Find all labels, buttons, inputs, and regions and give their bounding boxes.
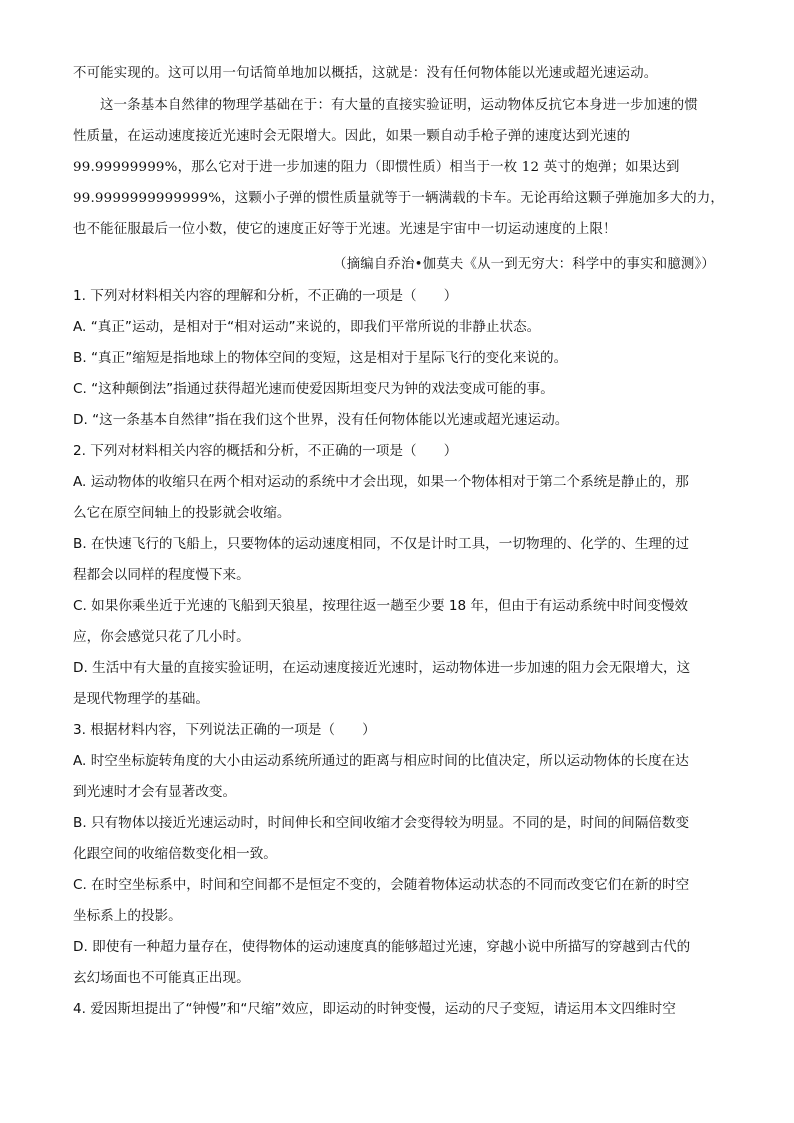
option-d: D. 即使有一种超力量存在，使得物体的运动速度真的能够超过光速，穿越小说中所描写的穿越到古代的 — [73, 939, 691, 955]
option-b: B. 在快速飞行的飞船上，只要物体的运动速度相同，不仅是计时工具，一切物理的、化学的、生理的过 — [73, 536, 690, 552]
question-2 — [73, 436, 723, 715]
question-stem: 4. 爱因斯坦提出了“钟慢”和“尺缩”效应，即运动的时钟变慢，运动的尺子变短，请运用本文四维时空 — [73, 1001, 676, 1017]
option-a-cont: 么它在原空间轴上的投影就会收缩。 — [73, 505, 291, 521]
option-d-cont: 玄幻场面也不可能真正出现。 — [73, 970, 250, 986]
question-stem: 3. 根据材料内容，下列说法正确的一项是（ ） — [73, 722, 376, 738]
passage-text: 性质量，在运动速度接近光速时会无限增大。因此，如果一颗自动手枪子弹的速度达到光速的 — [73, 129, 631, 144]
question-stem: 1. 下列对材料相关内容的理解和分析，不正确的一项是（ ） — [73, 288, 458, 304]
option-d: D. 生活中有大量的直接实验证明，在运动速度接近光速时，运动物体进一步加速的阻力会无限增大，这 — [73, 660, 691, 676]
option-a: A. “真正”运动，是相对于“相对运动”来说的，即我们平常所说的非静止状态。 — [73, 319, 541, 335]
option-a-cont: 到光速时才会有显著改变。 — [73, 784, 237, 800]
option-a: A. 运动物体的收缩只在两个相对运动的系统中才会出现，如果一个物体相对于第二个系统是静止的，那 — [73, 474, 689, 490]
question-1 — [73, 281, 723, 436]
option-c-cont: 应，你会感觉只花了几小时。 — [73, 629, 250, 645]
option-b: B. “真正”缩短是指地球上的物体空间的变短，这是相对于星际飞行的变化来说的。 — [73, 350, 568, 366]
option-a: A. 时空坐标旋转角度的大小由运动系统所通过的距离与相应时间的比值决定，所以运动物体的长度在达 — [73, 753, 689, 769]
passage-text: 99.9999999999999%，这颗小子弹的惯性质量就等于一辆满载的卡车。无论再给这颗子弹施加多大的力， — [73, 191, 725, 206]
passage-source: （摘编自乔治•伽莫夫《从一到无穷大：科学中的事实和臆测》） — [333, 257, 715, 272]
option-c: C. 在时空坐标系中，时间和空间都不是恒定不变的，会随着物体运动状态的不同而改变它们在新的时空 — [73, 877, 690, 893]
question-stem: 2. 下列对材料相关内容的概括和分析，不正确的一项是（ ） — [73, 443, 458, 459]
question-3 — [73, 715, 723, 994]
passage-text: 也不能征服最后一位小数，使它的速度正好等于光速。光速是宇宙中一切运动速度的上限！ — [73, 222, 617, 237]
option-c: C. 如果你乘坐近于光速的飞船到天狼星，按理往返一趟至少要 18 年，但由于有运动系统中时间变慢效 — [73, 598, 689, 614]
passage-text: 这一条基本自然律的物理学基础在于：有大量的直接实验证明，运动物体反抗它本身进一步加速的惯 — [100, 98, 698, 113]
passage-text: 99.99999999%，那么它对于进一步加速的阻力（即惯性质）相当于一枚 12 英寸的炮弹；如果达到 — [73, 160, 680, 175]
passage-text: 不可能实现的。这可以用一句话简单地加以概括，这就是：没有任何物体能以光速或超光速运动。 — [73, 66, 658, 81]
option-b-cont: 化跟空间的收缩倍数变化相一致。 — [73, 846, 277, 862]
question-4 — [73, 994, 723, 1025]
option-d: D. “这一条基本自然律”指在我们这个世界，没有任何物体能以光速或超光速运动。 — [73, 412, 569, 428]
passage-paragraph — [73, 90, 723, 245]
option-b-cont: 程都会以同样的程度慢下来。 — [73, 567, 250, 583]
option-d-cont: 是现代物理学的基础。 — [73, 691, 209, 707]
option-c: C. “这种颠倒法”指通过获得超光速而使爱因斯坦变尺为钟的戏法变成可能的事。 — [73, 381, 554, 397]
option-c-cont: 坐标系上的投影。 — [73, 908, 182, 924]
option-b: B. 只有物体以接近光速运动时，时间伸长和空间收缩才会变得较为明显。不同的是，时间的间隔倍数变 — [73, 815, 690, 831]
passage-line — [73, 58, 723, 89]
